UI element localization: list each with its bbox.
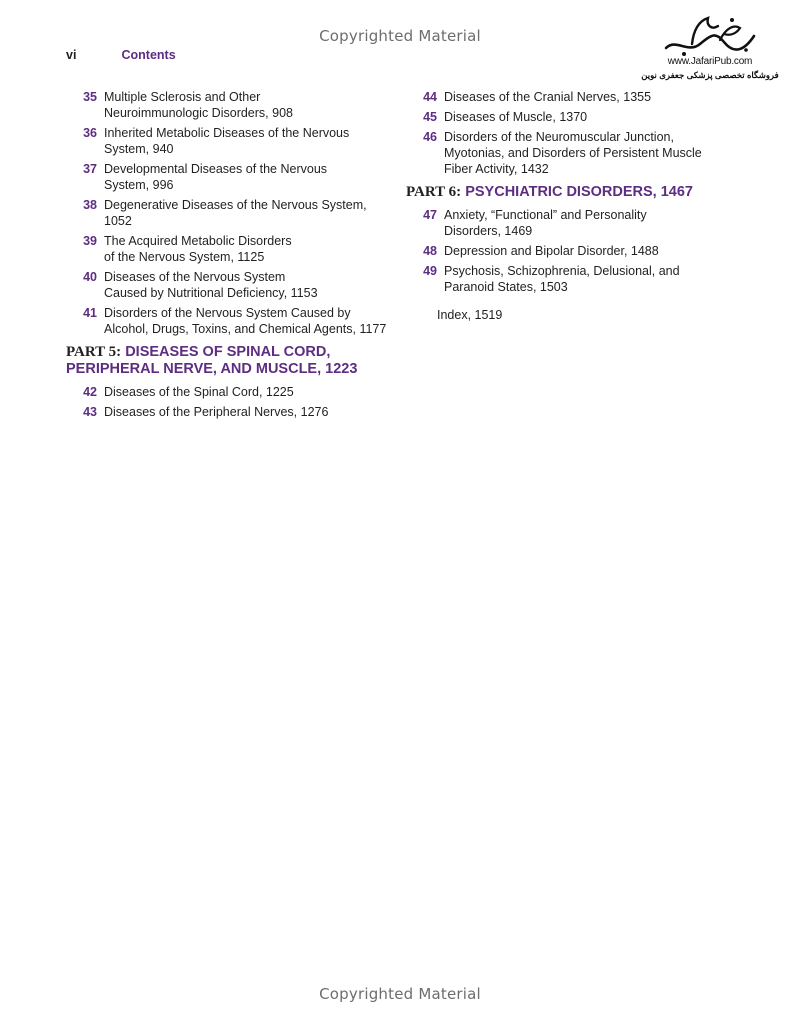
chapter-number: 48 xyxy=(423,244,437,258)
chapter-title: Diseases of the Nervous System Caused by Nutritional Deficiency, 1153 xyxy=(104,270,318,300)
toc-entry xyxy=(66,89,396,121)
chapter-title: Inherited Metabolic Diseases of the Nervous System, 940 xyxy=(104,126,350,156)
part-heading-5 xyxy=(66,344,396,378)
chapter-number: 38 xyxy=(83,198,97,212)
index-entry: Index, 1519 xyxy=(437,308,503,322)
toc-left-column xyxy=(66,89,396,424)
chapter-number: 37 xyxy=(83,162,97,176)
chapter-title: Diseases of the Cranial Nerves, 1355 xyxy=(444,90,652,104)
part-title: DISEASES OF SPINAL CORD, xyxy=(125,344,331,360)
part-title: PERIPHERAL NERVE, AND MUSCLE, 1223 xyxy=(66,361,358,377)
chapter-title: Diseases of the Spinal Cord, 1225 xyxy=(104,385,294,399)
toc-entry xyxy=(406,129,706,177)
running-head xyxy=(66,48,176,62)
publisher-url: www.JafariPub.com xyxy=(667,56,753,67)
chapter-title: Depression and Bipolar Disorder, 1488 xyxy=(444,244,659,258)
part-heading-6 xyxy=(406,184,706,201)
chapter-number: 49 xyxy=(423,264,437,278)
chapter-number: 39 xyxy=(83,234,97,248)
copyright-watermark-top: Copyrighted Material xyxy=(319,27,481,45)
toc-entry xyxy=(406,109,706,125)
chapter-number: 46 xyxy=(423,130,437,144)
toc-entry xyxy=(66,161,396,193)
chapter-number: 43 xyxy=(83,405,97,419)
toc-right-column xyxy=(406,89,706,323)
toc-entry xyxy=(66,233,396,265)
publisher-logo xyxy=(640,14,780,81)
toc-entry xyxy=(66,197,396,229)
page-folio: vi xyxy=(66,48,77,62)
part-title: PSYCHIATRIC DISORDERS, 1467 xyxy=(465,184,693,200)
part-label: PART 5: xyxy=(66,344,122,360)
chapter-number: 41 xyxy=(83,306,97,320)
chapter-title: Anxiety, “Functional” and Personality Disorders, 1469 xyxy=(444,208,647,238)
toc-entry xyxy=(406,243,706,259)
toc-entry xyxy=(66,269,396,301)
chapter-title: Diseases of the Peripheral Nerves, 1276 xyxy=(104,405,329,419)
chapter-number: 35 xyxy=(83,90,97,104)
chapter-title: Multiple Sclerosis and Other Neuroimmunologic Disorders, 908 xyxy=(104,90,293,120)
chapter-title: Psychosis, Schizophrenia, Delusional, and Paranoid States, 1503 xyxy=(444,264,680,294)
toc-entry xyxy=(66,125,396,157)
chapter-title: Disorders of the Nervous System Caused by Alcohol, Drugs, Toxins, and Chemical Agents, 1177 xyxy=(104,306,387,336)
calligraphy-logo-icon xyxy=(662,14,758,58)
chapter-number: 42 xyxy=(83,385,97,399)
running-head-section: Contents xyxy=(121,48,176,62)
chapter-number: 47 xyxy=(423,208,437,222)
chapter-title: Disorders of the Neuromuscular Junction, Myotonias, and Disorders of Persistent Muscle Fiber Activity, 1432 xyxy=(444,130,702,176)
toc-entry xyxy=(406,263,706,295)
chapter-title: Degenerative Diseases of the Nervous System, 1052 xyxy=(104,198,367,228)
part-label: PART 6: xyxy=(406,184,462,200)
chapter-number: 45 xyxy=(423,110,437,124)
publisher-tagline: فروشگاه تخصصی پزشکی جعفری نوین xyxy=(641,70,779,80)
chapter-number: 36 xyxy=(83,126,97,140)
chapter-title: The Acquired Metabolic Disorders of the Nervous System, 1125 xyxy=(104,234,292,264)
chapter-title: Diseases of Muscle, 1370 xyxy=(444,110,588,124)
chapter-number: 40 xyxy=(83,270,97,284)
toc-entry xyxy=(66,305,396,337)
toc-entry xyxy=(406,89,706,105)
copyright-watermark-bottom: Copyrighted Material xyxy=(319,985,481,1003)
toc-entry xyxy=(66,384,396,400)
chapter-number: 44 xyxy=(423,90,437,104)
toc-entry xyxy=(406,207,706,239)
chapter-title: Developmental Diseases of the Nervous System, 996 xyxy=(104,162,328,192)
toc-entry xyxy=(66,404,396,420)
